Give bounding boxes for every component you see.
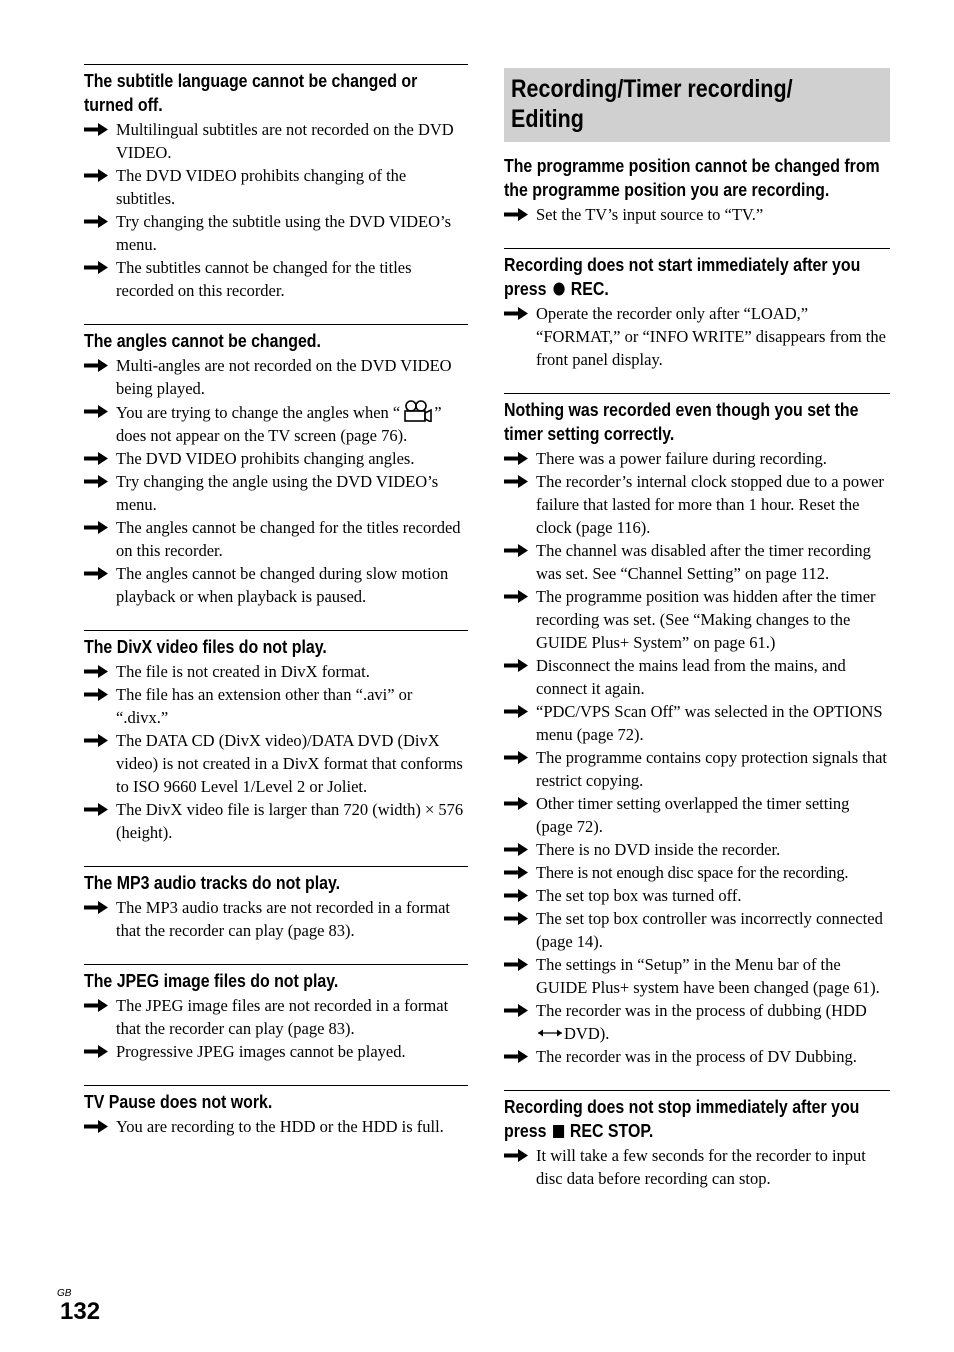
double-arrow-icon	[537, 1028, 563, 1038]
arrow-icon	[504, 1149, 528, 1162]
section-heading	[504, 253, 889, 301]
item-text: It will take a few seconds for the recorder to input disc data before recording can stop.	[536, 1146, 866, 1188]
list-item	[84, 1115, 468, 1138]
item-text: The MP3 audio tracks are not recorded in a format that the recorder can play (page 83).	[116, 898, 451, 940]
arrow-icon	[504, 590, 528, 603]
item-text: The set top box controller was incorrectly connected (page 14).	[536, 909, 883, 951]
section-tv-pause	[84, 1085, 468, 1138]
item-text: The file has an extension other than “.avi” or “.divx.”	[116, 685, 413, 727]
heading-text-after: REC STOP.	[565, 1120, 654, 1141]
list-item	[84, 400, 468, 447]
list-item	[84, 447, 468, 470]
arrow-icon	[84, 999, 108, 1012]
item-text: The angles cannot be changed for the titles recorded on this recorder.	[116, 518, 461, 560]
item-text: The subtitles cannot be changed for the titles recorded on this recorder.	[116, 258, 412, 300]
item-list	[504, 302, 890, 371]
item-text: Other timer setting overlapped the timer setting (page 72).	[536, 794, 850, 836]
stop-square-icon	[553, 1125, 564, 1138]
section-heading: TV Pause does not work.	[84, 1091, 273, 1112]
item-list	[84, 660, 468, 844]
list-item	[84, 994, 468, 1040]
section-nothing-recorded	[504, 393, 890, 1068]
item-list	[84, 354, 468, 608]
arrow-icon	[84, 1045, 108, 1058]
arrow-icon	[504, 544, 528, 557]
arrow-icon	[84, 215, 108, 228]
list-item	[84, 354, 468, 400]
camera-angle-icon	[402, 400, 432, 422]
arrow-icon	[504, 705, 528, 718]
item-text: The file is not created in DivX format.	[116, 662, 370, 681]
heading-text-before: Recording does not stop immediately after you press	[504, 1096, 860, 1141]
arrow-icon	[84, 123, 108, 136]
item-text: There is no DVD inside the recorder.	[536, 840, 781, 859]
arrow-icon	[84, 688, 108, 701]
arrow-icon	[504, 843, 528, 856]
list-item	[504, 884, 890, 907]
item-text: The recorder was in the process of DV Dubbing.	[536, 1047, 857, 1066]
arrow-icon	[84, 261, 108, 274]
record-dot-icon	[553, 282, 565, 296]
item-text: The programme position was hidden after the timer recording was set. (See “Making changes to the GUIDE Plus+ System” on page 61.)	[536, 587, 876, 652]
item-text: Multi-angles are not recorded on the DVD VIDEO being played.	[116, 356, 452, 398]
left-column	[84, 64, 468, 1138]
arrow-icon	[84, 452, 108, 465]
section-heading: The JPEG image files do not play.	[84, 970, 339, 991]
item-text: The programme contains copy protection signals that restrict copying.	[536, 748, 887, 790]
item-list	[504, 1144, 890, 1190]
item-text: There is not enough disc space for the recording.	[536, 863, 849, 882]
item-list	[84, 896, 468, 942]
item-text: The recorder’s internal clock stopped due to a power failure that lasted for more than 1 hour. Reset the clock (page 116).	[536, 472, 884, 537]
list-item	[84, 1040, 468, 1063]
arrow-icon	[84, 734, 108, 747]
section-divx	[84, 630, 468, 844]
item-text: The DVD VIDEO prohibits changing of the subtitles.	[116, 166, 407, 208]
item-list	[504, 447, 890, 1068]
list-item	[84, 470, 468, 516]
list-item	[84, 256, 468, 302]
item-list	[84, 994, 468, 1063]
item-text: Operate the recorder only after “LOAD,” “FORMAT,” or “INFO WRITE” disappears from the front panel display.	[536, 304, 886, 369]
list-item	[504, 746, 890, 792]
right-column	[504, 68, 890, 1190]
arrow-icon	[504, 889, 528, 902]
section-rec-start	[504, 248, 890, 371]
section-mp3	[84, 866, 468, 942]
arrow-icon	[84, 901, 108, 914]
item-text: The angles cannot be changed during slow motion playback or when playback is paused.	[116, 564, 449, 606]
arrow-icon	[504, 958, 528, 971]
item-text: You are recording to the HDD or the HDD is full.	[116, 1117, 444, 1136]
arrow-icon	[84, 475, 108, 488]
item-text-before: The recorder was in the process of dubbing (HDD	[536, 1001, 867, 1020]
arrow-icon	[84, 169, 108, 182]
list-item	[504, 302, 890, 371]
arrow-icon	[84, 359, 108, 372]
section-heading: The programme position cannot be changed from the programme position you are recording.	[504, 155, 880, 200]
list-item	[84, 164, 468, 210]
item-text-after: ” does not appear on the TV screen (page 76).	[116, 403, 442, 445]
list-item	[84, 683, 468, 729]
list-item	[84, 798, 468, 844]
list-item	[504, 654, 890, 700]
list-item	[84, 729, 468, 798]
banner-title-line1: Recording/Timer recording/	[511, 75, 793, 103]
item-list	[504, 203, 890, 226]
list-item	[504, 999, 890, 1045]
arrow-icon	[84, 405, 108, 418]
item-text: The settings in “Setup” in the Menu bar of the GUIDE Plus+ system have been changed (page 61).	[536, 955, 880, 997]
item-text: Try changing the angle using the DVD VIDEO’s menu.	[116, 472, 439, 514]
arrow-icon	[84, 521, 108, 534]
list-item	[84, 118, 468, 164]
list-item	[504, 700, 890, 746]
item-text: The set top box was turned off.	[536, 886, 742, 905]
banner-title-line2: Editing	[511, 105, 584, 133]
item-text: The DATA CD (DivX video)/DATA DVD (DivX video) is not created in a DivX format that conforms to ISO 9660 Level 1/Level 2 or Joliet.	[116, 731, 463, 796]
chapter-banner	[504, 68, 890, 142]
list-item	[504, 838, 890, 861]
arrow-icon	[504, 1004, 528, 1017]
list-item	[84, 210, 468, 256]
arrow-icon	[504, 475, 528, 488]
arrow-icon	[504, 1050, 528, 1063]
item-text: The JPEG image files are not recorded in a format that the recorder can play (page 83).	[116, 996, 449, 1038]
arrow-icon	[504, 208, 528, 221]
heading-text-after: REC.	[566, 278, 609, 299]
item-text: Progressive JPEG images cannot be played.	[116, 1042, 406, 1061]
item-list	[84, 118, 468, 302]
arrow-icon	[504, 659, 528, 672]
item-text: Disconnect the mains lead from the mains, and connect it again.	[536, 656, 846, 698]
section-angles	[84, 324, 468, 608]
list-item	[504, 539, 890, 585]
item-text: The channel was disabled after the timer recording was set. See “Channel Setting” on page 112.	[536, 541, 871, 583]
arrow-icon	[504, 866, 528, 879]
arrow-icon	[504, 452, 528, 465]
list-item	[504, 1144, 890, 1190]
list-item	[84, 660, 468, 683]
list-item	[504, 470, 890, 539]
list-item	[504, 203, 890, 226]
section-rec-stop	[504, 1090, 890, 1190]
list-item	[84, 562, 468, 608]
item-text-after: DVD).	[564, 1024, 610, 1043]
list-item	[84, 896, 468, 942]
list-item	[504, 792, 890, 838]
page-number: 132	[60, 1298, 101, 1325]
section-programme-position	[504, 154, 890, 226]
arrow-icon	[504, 751, 528, 764]
item-list	[84, 1115, 468, 1138]
list-item	[504, 861, 890, 884]
list-item	[504, 953, 890, 999]
section-heading: The angles cannot be changed.	[84, 330, 321, 351]
arrow-icon	[504, 912, 528, 925]
section-heading: The subtitle language cannot be changed or turned off.	[84, 70, 418, 115]
list-item	[504, 1045, 890, 1068]
item-text: Try changing the subtitle using the DVD VIDEO’s menu.	[116, 212, 452, 254]
item-text: There was a power failure during recording.	[536, 449, 827, 468]
section-subtitle	[84, 64, 468, 302]
item-text: Set the TV’s input source to “TV.”	[536, 205, 764, 224]
item-text: The DVD VIDEO prohibits changing angles.	[116, 449, 415, 468]
item-text: The DivX video file is larger than 720 (width) × 576 (height).	[116, 800, 464, 842]
arrow-icon	[84, 665, 108, 678]
arrow-icon	[504, 797, 528, 810]
section-heading: Nothing was recorded even though you set the timer setting correctly.	[504, 399, 859, 444]
item-text: Multilingual subtitles are not recorded on the DVD VIDEO.	[116, 120, 454, 162]
item-text-before: You are trying to change the angles when “	[116, 403, 401, 422]
section-heading: The DivX video files do not play.	[84, 636, 327, 657]
arrow-icon	[84, 1120, 108, 1133]
list-item	[504, 447, 890, 470]
region-label: GB	[57, 1288, 72, 1299]
arrow-icon	[84, 567, 108, 580]
section-heading	[504, 1095, 889, 1143]
section-jpeg	[84, 964, 468, 1063]
list-item	[504, 907, 890, 953]
item-text: “PDC/VPS Scan Off” was selected in the OPTIONS menu (page 72).	[536, 702, 883, 744]
arrow-icon	[504, 307, 528, 320]
list-item	[84, 516, 468, 562]
arrow-icon	[84, 803, 108, 816]
section-heading: The MP3 audio tracks do not play.	[84, 872, 341, 893]
list-item	[504, 585, 890, 654]
heading-text-before: Recording does not start immediately after you press	[504, 254, 861, 299]
